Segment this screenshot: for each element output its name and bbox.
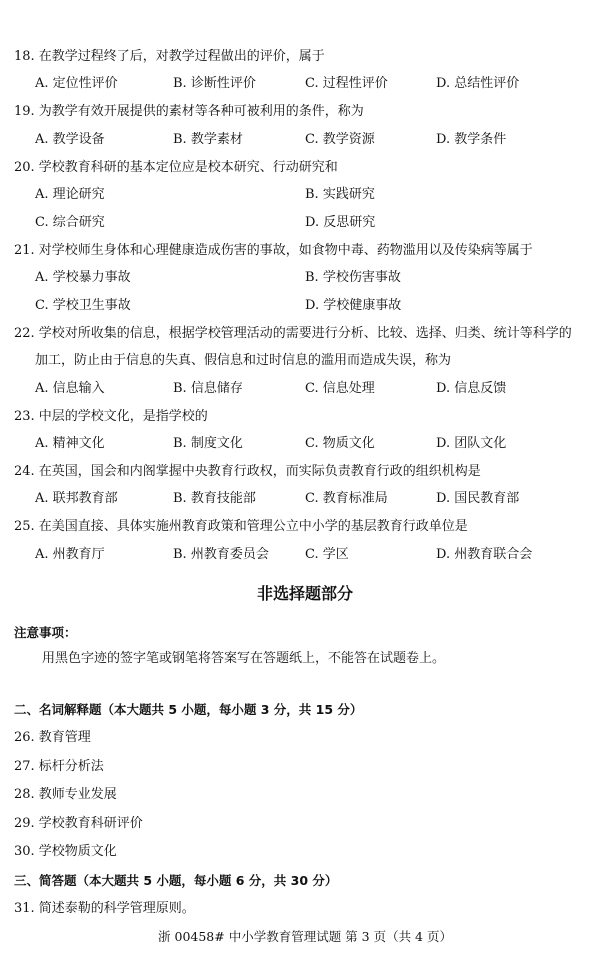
question-18-stem: 18. 在教学过程终了后，对教学过程做出的评价，属于	[14, 49, 325, 64]
question-24-option-c: C. 教育标准局	[305, 491, 388, 506]
part2-item-27: 27. 标杆分析法	[14, 759, 104, 774]
question-22-stem-continued: 加工，防止由于信息的失真、假信息和过时信息的滥用而造成失误，称为	[35, 353, 452, 368]
question-21-option-d: D. 学校健康事故	[305, 298, 402, 313]
question-24-stem: 24. 在英国，国会和内阁掌握中央教育行政权，而实际负责教育行政的组织机构是	[14, 464, 481, 479]
question-23-option-a: A. 精神文化	[35, 436, 105, 451]
question-21-stem: 21. 对学校师生身体和心理健康造成伤害的事故，如食物中毒、药物滥用以及传染病等属于	[14, 243, 533, 258]
question-20-option-b: B. 实践研究	[305, 187, 375, 202]
question-19-option-b: B. 教学素材	[173, 132, 243, 147]
question-20-stem: 20. 学校教育科研的基本定位应是校本研究、行动研究和	[14, 160, 338, 175]
question-18-option-a: A. 定位性评价	[35, 76, 118, 91]
question-23-option-b: B. 制度文化	[173, 436, 243, 451]
question-21-option-c: C. 学校卫生事故	[35, 298, 131, 313]
question-24-option-a: A. 联邦教育部	[35, 491, 118, 506]
question-19-option-d: D. 教学条件	[436, 132, 507, 147]
part3-item-31: 31. 简述泰勒的科学管理原则。	[14, 901, 195, 916]
part2-heading: 二、名词解释题（本大题共 5 小题，每小题 3 分，共 15 分）	[14, 702, 363, 717]
page-footer: 浙 00458# 中小学教育管理试题 第 3 页（共 4 页）	[158, 929, 452, 944]
question-24-option-d: D. 国民教育部	[436, 491, 520, 506]
question-22-option-a: A. 信息输入	[35, 381, 105, 396]
question-21-option-b: B. 学校伤害事故	[305, 270, 401, 285]
question-25-option-d: D. 州教育联合会	[436, 547, 533, 562]
question-18-option-d: D. 总结性评价	[436, 76, 520, 91]
question-23-option-d: D. 团队文化	[436, 436, 507, 451]
question-20-option-d: D. 反思研究	[305, 215, 376, 230]
question-19-stem: 19. 为教学有效开展提供的素材等各种可被利用的条件，称为	[14, 104, 364, 119]
notice-heading: 注意事项：	[14, 625, 77, 640]
question-20-option-c: C. 综合研究	[35, 215, 105, 230]
notice-body: 用黑色字迹的签字笔或钢笔将答案写在答题纸上，不能答在试题卷上。	[42, 651, 446, 666]
question-23-option-c: C. 物质文化	[305, 436, 375, 451]
question-25-option-b: B. 州教育委员会	[173, 547, 269, 562]
question-22-option-b: B. 信息储存	[173, 381, 243, 396]
question-22-option-c: C. 信息处理	[305, 381, 375, 396]
question-22-option-d: D. 信息反馈	[436, 381, 507, 396]
question-23-stem: 23. 中层的学校文化，是指学校的	[14, 409, 208, 424]
question-19-option-c: C. 教学资源	[305, 132, 375, 147]
question-18-option-c: C. 过程性评价	[305, 76, 388, 91]
part2-item-28: 28. 教师专业发展	[14, 787, 117, 802]
part2-item-30: 30. 学校物质文化	[14, 844, 117, 859]
question-25-option-a: A. 州教育厅	[35, 547, 105, 562]
question-22-stem: 22. 学校对所收集的信息，根据学校管理活动的需要进行分析、比较、选择、归类、统计等科学的	[14, 326, 572, 341]
question-24-option-b: B. 教育技能部	[173, 491, 256, 506]
question-25-stem: 25. 在美国直接、具体实施州教育政策和管理公立中小学的基层教育行政单位是	[14, 519, 468, 534]
question-25-option-c: C. 学区	[305, 547, 349, 562]
question-19-option-a: A. 教学设备	[35, 132, 105, 147]
section-title: 非选择题部分	[256, 584, 353, 603]
part3-heading: 三、简答题（本大题共 5 小题，每小题 6 分，共 30 分）	[14, 873, 338, 888]
question-21-option-a: A. 学校暴力事故	[35, 270, 131, 285]
part2-item-26: 26. 教育管理	[14, 730, 91, 745]
part2-item-29: 29. 学校教育科研评价	[14, 816, 143, 831]
question-18-option-b: B. 诊断性评价	[173, 76, 256, 91]
question-20-option-a: A. 理论研究	[35, 187, 105, 202]
